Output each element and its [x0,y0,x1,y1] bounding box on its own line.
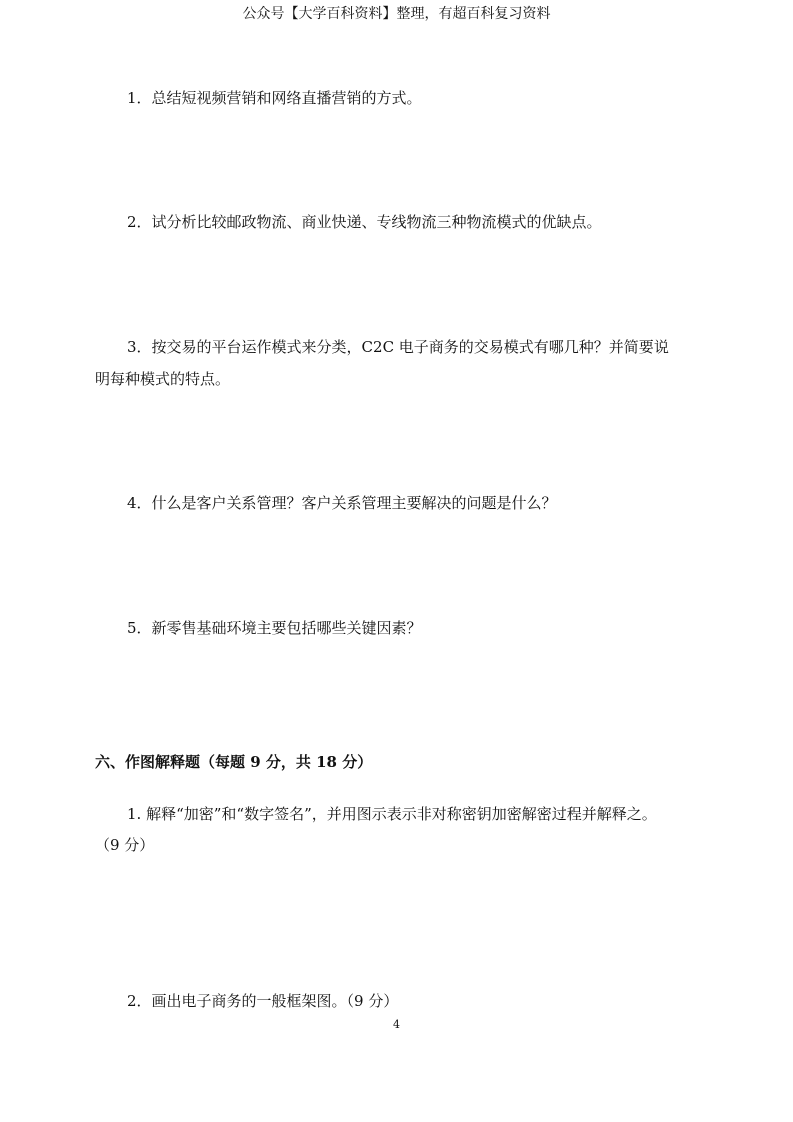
question-3: 3．按交易的平台运作模式来分类，C2C 电子商务的交易模式有哪几种？并简要说 [127,338,669,356]
question-4: 4．什么是客户关系管理？客户关系管理主要解决的问题是什么？ [127,494,557,512]
section-6-question-1-continuation: （9 分） [95,836,155,854]
question-2: 2．试分析比较邮政物流、商业快递、专线物流三种物流模式的优缺点。 [127,213,602,231]
section-6-question-1: 1. 解释“加密”和“数字签名”，并用图示表示非对称密钥加密解密过程并解释之。 [127,805,657,823]
question-3-continuation: 明每种模式的特点。 [95,370,231,388]
section-6-title: 六、作图解释题（每题 9 分，共 18 分） [95,753,373,771]
question-5: 5．新零售基础环境主要包括哪些关键因素？ [127,619,422,637]
section-6-question-2: 2．画出电子商务的一般框架图。（9 分） [127,992,399,1010]
page-header: 公众号【大学百科资料】整理，有超百科复习资料 [242,6,551,22]
question-1: 1．总结短视频营销和网络直播营销的方式。 [127,89,422,107]
page-number: 4 [393,1018,400,1031]
